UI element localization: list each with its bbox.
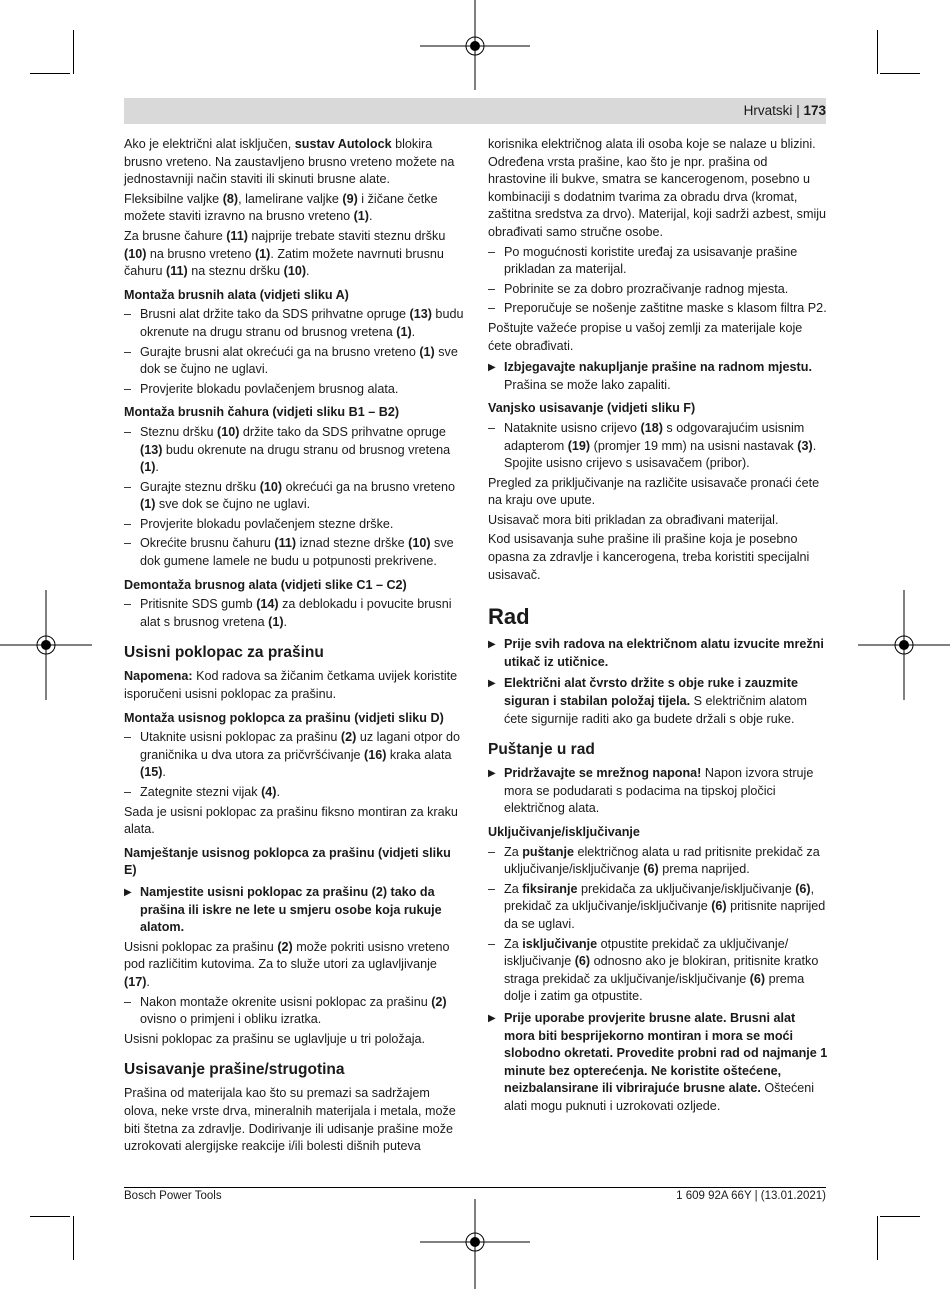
- list-item: – Pritisnite SDS gumb (14) za deblokadu i povucite brusni alat s brusnog vretena (1).: [124, 597, 452, 629]
- triangle-bullet-icon: ▶: [124, 886, 132, 898]
- crop-mark: [73, 30, 74, 74]
- footer-left: Bosch Power Tools: [124, 1190, 222, 1202]
- list-item: – Steznu dršku (10) držite tako da SDS prihvatne opruge (13) budu okrenute na drugu stranu od brusnog vretena (1).: [124, 424, 451, 475]
- header-language: Hrvatski: [743, 103, 793, 118]
- paragraph: Prašina od materijala kao što su premazi sa sadržajem olova, neke vrste drva, mineralnih materijala i metala, može biti štetna za zdravlje. Dodirivanje ili udisanje prašine može uzrokovati alergijske reakcije i/ili bolesti dišnih puteva: [124, 1086, 456, 1154]
- list-item: – Provjerite blokadu povlačenjem brusnog alata.: [124, 381, 399, 396]
- paragraph: Poštujte važeće propise u vašoj zemlji za materijale koje ćete obrađivati.: [488, 320, 803, 353]
- warning-item: ▶ Prije svih radova na električnom alatu izvucite mrežni utikač iz utičnice.: [488, 637, 824, 669]
- warning-item: ▶ Pridržavajte se mrežnog napona! Napon izvora struje mora se podudarati s podacima na tipskoj pločici električnog alata.: [488, 766, 814, 816]
- paragraph: Sada je usisni poklopac za prašinu fiksno montiran za kraku alata.: [124, 804, 458, 837]
- paragraph: Kod usisavanja suhe prašine ili prašine koja je posebno opasna za zdravlje i kancerogena, treba koristiti specijalni usisavač.: [488, 532, 810, 582]
- subheading-vanjsko-usisavanje: Vanjsko usisavanje (vidjeti sliku F): [488, 401, 696, 416]
- list-item: – Nakon montaže okrenite usisni poklopac za prašinu (2) ovisno o primjeni i obliku izratka.: [124, 994, 447, 1027]
- list-item: – Preporučuje se nošenje zaštitne maske s klasom filtra P2.: [488, 301, 827, 316]
- crop-mark: [877, 30, 878, 74]
- list-item: – Okrećite brusnu čahuru (11) iznad stezne drške (10) sve dok gumene lamele ne budu u potpunosti prekrivene.: [124, 536, 454, 569]
- crop-mark: [877, 1216, 878, 1260]
- paragraph: Fleksibilne valjke (8), lamelirane valjke (9) i žičane četke možete staviti izravno na brusno vreteno (1).: [124, 191, 438, 224]
- triangle-bullet-icon: ▶: [488, 639, 496, 651]
- paragraph: Usisavač mora biti prikladan za obrađivani materijal.: [488, 512, 779, 527]
- list-item: – Gurajte brusni alat okrećući ga na brusno vreteno (1) sve dok se čujno ne uglavi.: [124, 344, 458, 377]
- crop-mark: [30, 73, 70, 74]
- subheading-namjestanje-e: Namještanje usisnog poklopca za prašinu (vidjeti sliku E): [124, 845, 451, 878]
- section-heading-usisavanje: Usisavanje prašine/strugotina: [124, 1061, 345, 1079]
- list-item: – Za puštanje električnog alata u rad pritisnite prekidač za uključivanje/isključivanje (6) prema naprijed.: [488, 844, 820, 877]
- page-header: [744, 103, 826, 118]
- subheading-ukljucivanje: Uključivanje/isključivanje: [488, 825, 640, 839]
- paragraph: korisnika električnog alata ili osoba koje se nalaze u blizini. Određena vrsta prašine, kao što je npr. prašina od hrastovine ili bukve, smatra se kancerogenom, posebno u kombinaciji s dodatnim tvarima za obradu drva (kromat, zaštitna sredstva za drvo). Materijal, koji sadrži azbest, smiju obrađivati samo stručne osobe.: [488, 137, 827, 239]
- paragraph: Pregled za priključivanje na različite usisavače pronaći ćete na kraju ove upute.: [488, 475, 820, 508]
- subheading-montaza-b: Montaža brusnih čahura (vidjeti sliku B1 – B2): [124, 405, 400, 420]
- subheading-demontaza: Demontaža brusnog alata (vidjeti slike C1 – C2): [124, 577, 407, 592]
- warning-item: ▶ Prije uporabe provjerite brusne alate. Brusni alat mora biti besprijekorno montiran i mora se moći slobodno okretati. Provedite probni rad od najmanje 1 minute bez opterećenja. Ne koristite oštećene, neizbalansirane ili vibrirajuće brusne alate. Oštećeni alati mogu puknuti i uzrokovati ozljede.: [488, 1010, 828, 1113]
- warning-item: ▶ Električni alat čvrsto držite s obje ruke i zauzmite siguran i stabilan položaj tijela. S električnim alatom ćete sigurnije raditi ako ga budete držali s obje ruke.: [488, 676, 808, 726]
- footer-rule: [124, 1187, 826, 1188]
- registration-mark-top: [420, 0, 530, 92]
- triangle-bullet-icon: ▶: [488, 1012, 496, 1024]
- crop-mark: [30, 1216, 70, 1217]
- registration-mark-bottom: [420, 1197, 530, 1289]
- warning-item: ▶ Izbjegavajte nakupljanje prašine na radnom mjestu. Prašina se može lako zapaliti.: [488, 360, 812, 392]
- list-item: – Za fiksiranje prekidača za uključivanje/isključivanje (6), prekidač za uključivanje/isključivanje (6) pritisnite naprijed da se uglavi.: [488, 881, 826, 931]
- warning-item: ▶ Namjestite usisni poklopac za prašinu (2) tako da prašina ili iskre ne lete u smjeru osobe koja rukuje alatom.: [124, 884, 442, 935]
- subheading-montaza-d: Montaža usisnog poklopca za prašinu (vidjeti sliku D): [124, 710, 444, 725]
- triangle-bullet-icon: ▶: [488, 362, 496, 374]
- paragraph: Za brusne čahure (11) najprije trebate staviti steznu dršku (10) na brusno vreteno (1). Zatim možete navrnuti brusnu čahuru (11) na steznu dršku (10).: [124, 228, 446, 279]
- header-band: [124, 98, 826, 124]
- crop-mark: [880, 73, 920, 74]
- left-column: [124, 136, 464, 1158]
- paragraph: Ako je električni alat isključen, sustav Autolock blokira brusno vreteno. Na zaustavljeno brusno vreteno možete na jednostavniji način staviti ili skinuti brusne alate.: [124, 137, 455, 187]
- list-item: – Nataknite usisno crijevo (18) s odgovarajućim usisnim adapterom (19) (promjer 19 mm) na usisni nastavak (3). Spojite usisno crijevo s usisavačem (pribor).: [488, 420, 817, 471]
- right-column: [488, 136, 828, 1118]
- registration-mark-right: [858, 590, 950, 700]
- list-item: – Po mogućnosti koristite uređaj za usisavanje prašine prikladan za materijal.: [488, 244, 798, 277]
- paragraph: Usisni poklopac za prašinu (2) može pokriti usisno vreteno pod različitim kutovima. Za to služe utori za uglavljivanje (17).: [124, 939, 450, 989]
- list-item: – Zategnite stezni vijak (4).: [124, 785, 281, 799]
- registration-mark-left: [0, 590, 92, 700]
- list-item: – Za isključivanje otpustite prekidač za uključivanje/ isključivanje (6) odnosno ako je blokiran, pritisnite kratko straga prekidač za uključivanje/isključivanje (6) prema dolje i zatim ga otpustite.: [488, 936, 819, 1004]
- paragraph: Napomena: Kod radova sa žičanim četkama uvijek koristite isporučeni usisni poklopac za prašinu.: [124, 669, 458, 702]
- section-heading-usisni-poklopac: Usisni poklopac za prašinu: [124, 644, 324, 662]
- crop-mark: [73, 1216, 74, 1260]
- list-item: – Pobrinite se za dobro prozračivanje radnog mjesta.: [488, 281, 789, 296]
- section-heading-pustanje: Puštanje u rad: [488, 741, 595, 759]
- paragraph: Usisni poklopac za prašinu se uglavljuje u tri položaja.: [124, 1031, 426, 1046]
- list-item: – Gurajte steznu dršku (10) okrećući ga na brusno vreteno (1) sve dok se čujno ne uglavi.: [124, 479, 456, 512]
- triangle-bullet-icon: ▶: [488, 768, 496, 780]
- crop-mark: [880, 1216, 920, 1217]
- chapter-heading-rad: Rad: [488, 604, 530, 630]
- page-number: 173: [803, 103, 826, 118]
- footer-right: 1 609 92A 66Y | (13.01.2021): [676, 1190, 826, 1202]
- list-item: – Utaknite usisni poklopac za prašinu (2) uz lagani otpor do graničnika u dva utora za pričvršćivanje (16) kraka alata (15).: [124, 730, 460, 780]
- subheading-montaza-a: Montaža brusnih alata (vidjeti sliku A): [124, 287, 349, 302]
- triangle-bullet-icon: ▶: [488, 678, 496, 690]
- list-item: – Provjerite blokadu povlačenjem stezne drške.: [124, 516, 394, 531]
- list-item: – Brusni alat držite tako da SDS prihvatne opruge (13) budu okrenute na drugu stranu od brusnog vretena (1).: [124, 307, 464, 339]
- header-separator: |: [796, 103, 800, 118]
